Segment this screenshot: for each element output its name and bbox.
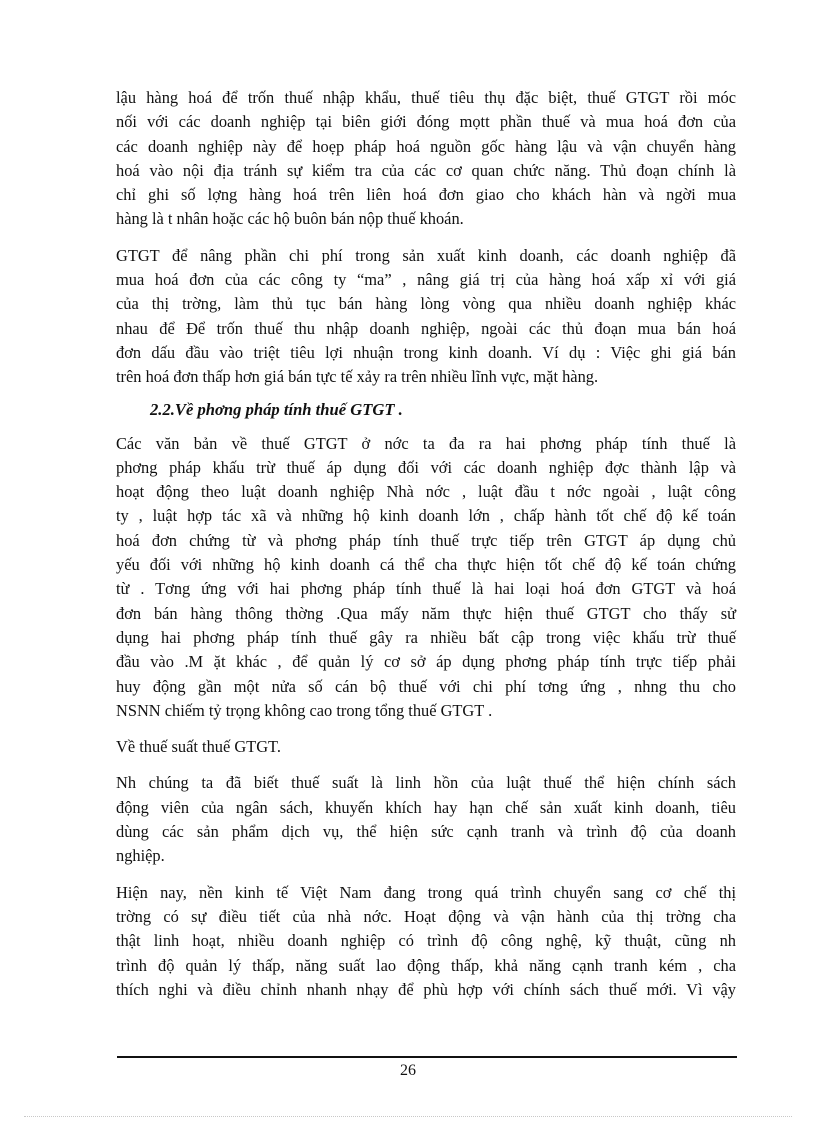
text-line: chỉ ghi số lợng hàng hoá trên liên hoá đơn giao cho khách hàn và ngời mua (116, 185, 736, 205)
text-line: trên hoá đơn thấp hơn giá bán tực tế xảy ra trên nhiều lĩnh vực, mặt hàng. (116, 367, 599, 387)
text-line: hoạt động theo luật doanh nghiệp Nhà nớc , luật đầu t nớc ngoài , luật công (116, 482, 736, 502)
text-line: lậu hàng hoá để trốn thuế nhập khẩu, thuế tiêu thụ đặc biệt, thuế GTGT rồi móc (116, 88, 736, 107)
paragraph-invoice-fraud (116, 244, 736, 390)
paragraph-tax-rate (116, 771, 736, 868)
text-line: các doanh nghiệp này để hoẹp pháp hoá nguồn gốc hàng lậu và vận chuyển hàng (116, 136, 736, 156)
text-line: phơng pháp khấu trừ thuế áp dụng đối với các doanh nghiệp đợc thành lập và (116, 457, 736, 477)
text-line: Nh chúng ta đã biết thuế suất là linh hồn của luật thuế thể hiện chính sách (116, 773, 736, 793)
text-line: trình độ quản lý thấp, năng suất lao động thấp, khả năng cạnh tranh kém , cha (116, 955, 736, 975)
text-line: đơn dấu đầu vào triệt tiêu lợi nhuận trong kinh doanh. Ví dụ : Việc ghi giá bán (116, 342, 736, 362)
text-line: ty , luật hợp tác xã và những hộ kinh doanh lớn , chấp hành tốt chế độ kế toán (116, 506, 736, 526)
paragraph-calculation-methods (116, 432, 736, 724)
text-line: thật linh hoạt, nhiều doanh nghiệp có trình độ công nghệ, kỹ thuật, cũng nh (116, 931, 736, 951)
text-line: trờng có sự điều tiết của nhà nớc. Hoạt động và vận hành của thị trờng cha (116, 906, 736, 926)
text-line: nối với các doanh nghiệp tại biên giới đóng mọtt phần thuế và mua hoá đơn của (116, 112, 736, 132)
text-line: hoá vào nội địa tránh sự kiểm tra của các cơ quan chức năng. Thủ đoạn chính là (116, 160, 736, 180)
footer-rule (117, 1056, 737, 1058)
page-body (116, 86, 736, 1014)
text-line: Các văn bản về thuế GTGT ở nớc ta đa ra hai phơng pháp tính thuế là (116, 433, 736, 453)
paragraph-economy (116, 881, 736, 1002)
text-line: dụng hai phơng pháp tính thuế gây ra nhiều bất cập trong việc khấu trừ thuế (116, 627, 736, 647)
paragraph-smuggling (116, 86, 736, 232)
text-line: nghiệp. (116, 846, 165, 866)
text-line: hoá đơn chứng từ và phơng pháp tính thuế trực tiếp trên GTGT áp dụng chủ (116, 530, 736, 550)
text-line: yếu đối với những hộ kinh doanh cá thể cha thực hiện tốt chế độ kế toán chứng (116, 555, 736, 575)
text-line: NSNN chiếm tỷ trọng không cao trong tổng thuế GTGT . (116, 700, 493, 720)
text-line: đầu vào .M ặt khác , để quản lý cơ sở áp dụng phơng pháp tính trực tiếp phải (116, 652, 736, 672)
text-line: mua hoá đơn của các công ty “ma” , nâng giá trị của hàng hoá xấp xỉ với giá (116, 270, 736, 290)
text-line: hàng là t nhân hoặc các hộ buôn bán nộp thuế khoán. (116, 209, 464, 229)
text-line: huy động gần một nửa số cán bộ thuế với chi phí tơng ứng , nhng thu cho (116, 676, 736, 696)
paragraph-tax-rate-title (116, 735, 736, 759)
text-line: nhau để Để trốn thuế thu nhập doanh nghiệp, ngoài các thủ đoạn mua bán hoá (116, 318, 736, 338)
text-line: dùng các sản phẩm dịch vụ, thể hiện sức cạnh tranh và trình độ của doanh (116, 822, 736, 842)
text-line: của thị trờng, làm thủ tục bán hàng lòng vòng qua nhiều doanh nghiệp khác (116, 294, 736, 314)
page-bottom-dotted-border (24, 1116, 792, 1117)
text-line: thích nghi và điều chỉnh nhanh nhạy để phù hợp với chính sách thuế mới. Vì vậy (116, 979, 736, 999)
text-line: Hiện nay, nền kinh tế Việt Nam đang trong quá trình chuyển sang cơ chế thị (116, 882, 736, 902)
text-line: động viên của ngân sách, khuyến khích hay hạn chế sản xuất kinh doanh, tiêu (116, 797, 736, 817)
section-heading: 2.2.Về phơng pháp tính thuế GTGT . (150, 399, 403, 419)
text-line: Về thuế suất thuế GTGT. (116, 737, 281, 757)
text-line: GTGT để nâng phần chi phí trong sản xuất kinh doanh, các doanh nghiệp đã (116, 245, 736, 265)
text-line: từ . Tơng ứng với hai phơng pháp tính thuế là hai loại hoá đơn GTGT và hoá (116, 579, 736, 599)
page-number: 26 (400, 1062, 416, 1079)
text-line: đơn bán hàng thông thờng .Qua mấy năm thực hiện thuế GTGT cho thấy sử (116, 603, 736, 623)
